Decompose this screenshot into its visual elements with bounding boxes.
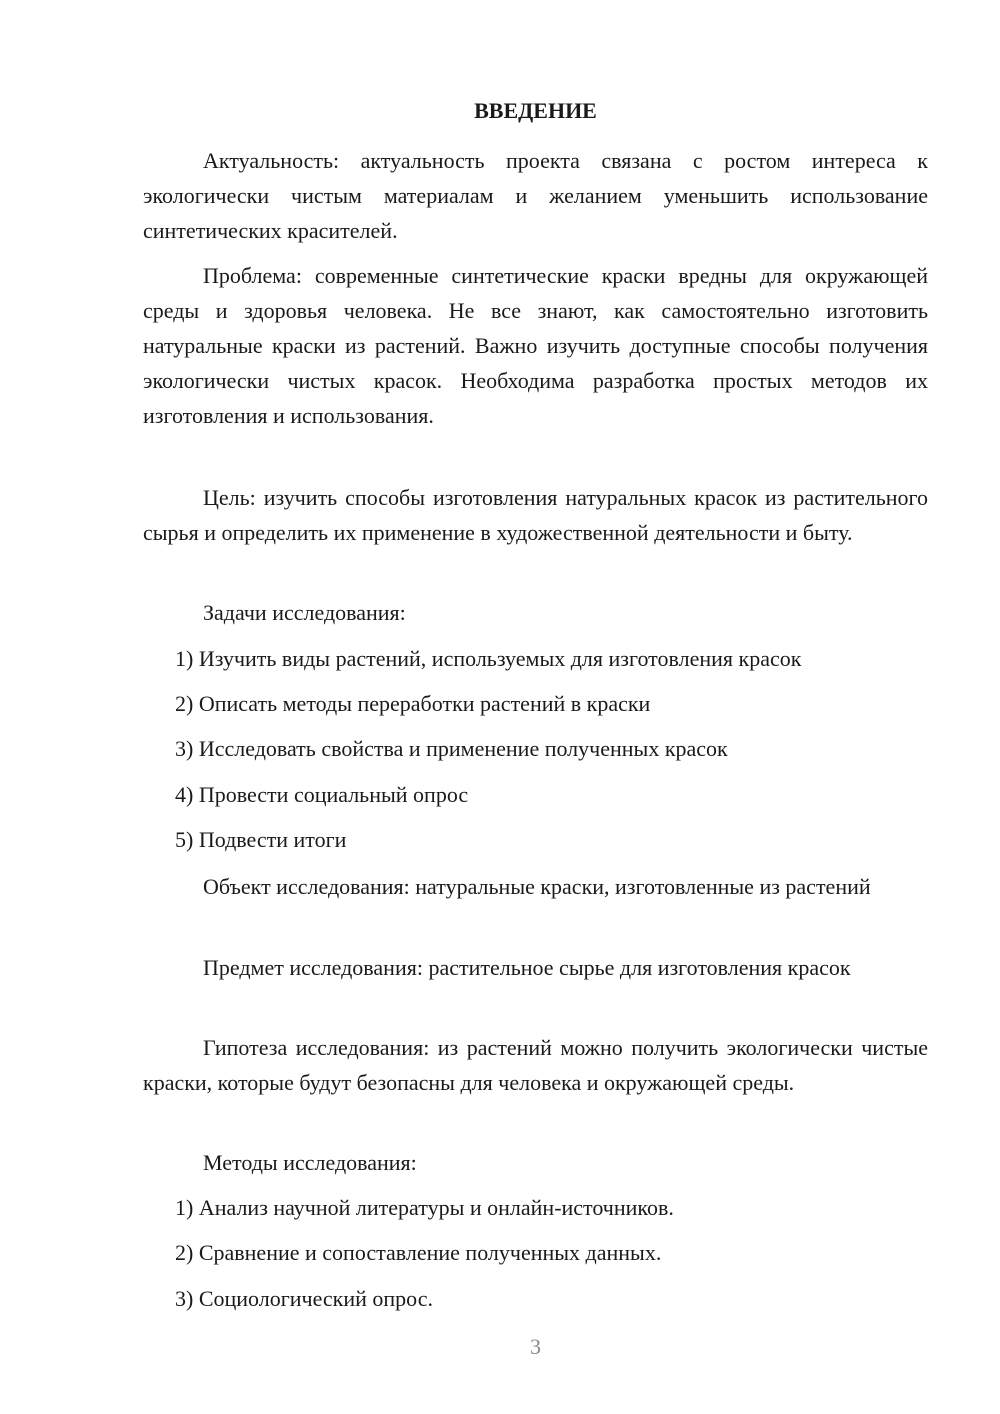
subject-paragraph: Предмет исследования: растительное сырье для изготовления красок xyxy=(203,955,851,980)
hypothesis-paragraph: Гипотеза исследования: из растений можно получить экологически чистые краски, которые будут безопасны для человека и окружающей среды. xyxy=(143,1035,928,1095)
method-item: 1) Анализ научной литературы и онлайн-источников. xyxy=(175,1195,674,1220)
object-paragraph: Объект исследования: натуральные краски, изготовленные из растений xyxy=(203,874,871,899)
section-title: ВВЕДЕНИЕ xyxy=(474,98,597,123)
method-item: 2) Сравнение и сопоставление полученных данных. xyxy=(175,1240,662,1265)
task-item: 1) Изучить виды растений, используемых для изготовления красок xyxy=(175,646,802,671)
methods-heading: Методы исследования: xyxy=(203,1150,417,1175)
task-item: 5) Подвести итоги xyxy=(175,827,347,852)
task-item: 2) Описать методы переработки растений в краски xyxy=(175,691,651,716)
task-item: 3) Исследовать свойства и применение полученных красок xyxy=(175,736,728,761)
goal-paragraph: Цель: изучить способы изготовления натуральных красок из растительного сырья и определить их применение в художественной деятельности и быту. xyxy=(143,485,928,545)
tasks-heading: Задачи исследования: xyxy=(203,600,406,625)
problem-paragraph: Проблема: современные синтетические краски вредны для окружающей среды и здоровья человека. Не все знают, как самостоятельно изготовить натуральные краски из растений. Важно изучить доступные способы получения экологически чистых красок. Необходима разработка простых методов их изготовления и использования. xyxy=(143,263,928,428)
method-item: 3) Социологический опрос. xyxy=(175,1286,433,1311)
task-item: 4) Провести социальный опрос xyxy=(175,782,469,807)
relevance-paragraph: Актуальность: актуальность проекта связана с ростом интереса к экологически чистым материалам и желанием уменьшить использование синтетических красителей. xyxy=(143,148,928,243)
document-page xyxy=(143,0,928,1414)
page-number: 3 xyxy=(530,1334,541,1359)
